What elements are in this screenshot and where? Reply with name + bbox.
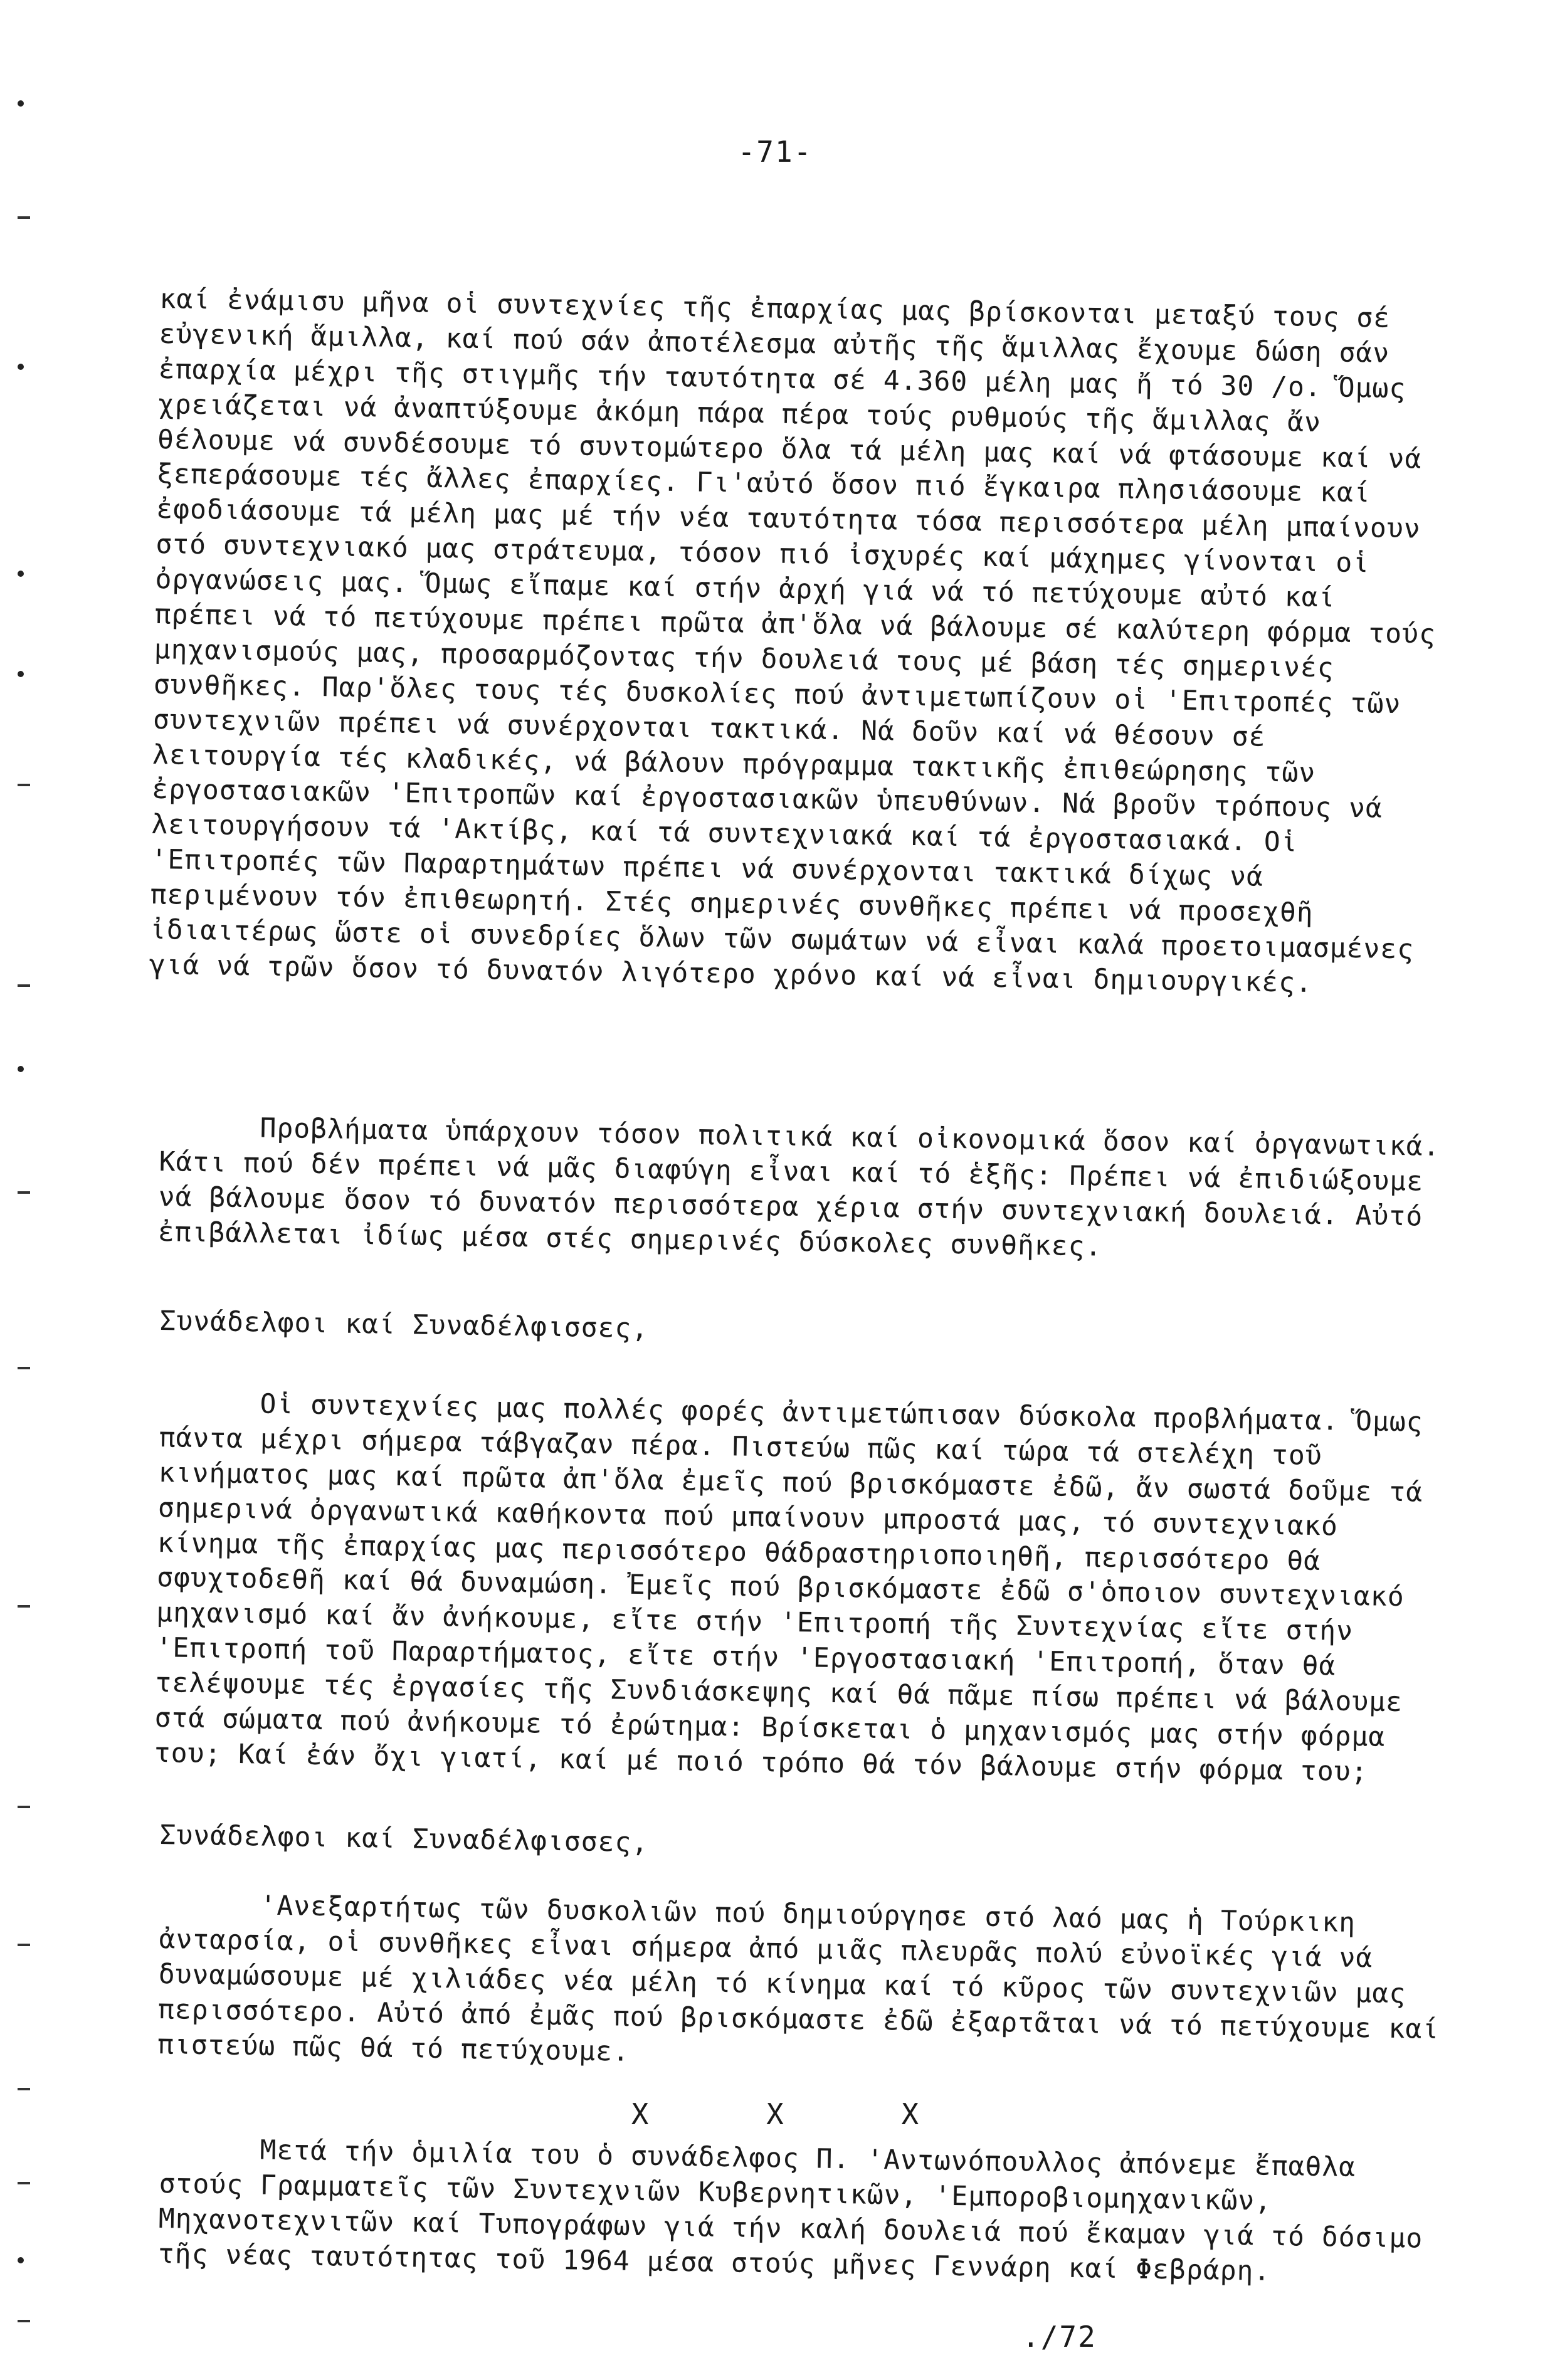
margin-dash <box>18 216 30 219</box>
paragraph-2: Προβλήματα ὑπάρχουν τόσον πολιτικά καί οἰκονομικά ὅσον καί ὀργανωτικά. Κάτι πού δέν πρέπει νά μᾶς διαφύγη εἶναι καί τό ἑξῆς: Πρέπει νά ἐπιδιώξουμε νά βάλουμε ὅσον τό δυνατόν περισσότερα χέρια στήν συντεχνιακή δουλειά. Αὐτό ἐπιβάλλεται ἰδίως μέσα στές σημερινές δύσκολες συνθῆκες. <box>157 1112 1457 1263</box>
margin-dash <box>18 1806 30 1808</box>
paragraph-3: Οἱ συντεχνίες μας πολλές φορές ἀντιμετώπισαν δύσκολα προβλήματα. Ὅμως πάντα μέχρι σήμερα τάβγαζαν πέρα. Πιστεύω πῶς καί τώρα τά στελέχη τοῦ κινήματος μας καί πρῶτα ἀπ'ὅλα ἐμεῖς πού βρισκόμαστε ἐδῶ, ἄν σωστά δοῦμε τά σημερινά ὀργανωτικά καθήκοντα πού μπαίνουν μπροστά μας, τό συντεχνιακό κίνημα τῆς ἐπαρχίας μας περισσότερο θάδραστηριοποιηθῆ, περισσότερο θά σφυχτοδεθῆ καί θά δυναμώση. Ἐμεῖς πού βρισκόμαστε ἐδῶ σ'ὁποιον συντεχνιακό μηχανισμό καί ἄν ἀνήκουμε, εἴτε στήν 'Επιτροπή τῆς Συντεχνίας εἴτε στήν 'Επιτροπή τοῦ Παραρτήματος, εἴτε στήν 'Εργοστασιακή 'Επιτροπή, ὅταν θά τελέψουμε τές ἐργασίες τῆς Συνδιάσκεψης καί θά πᾶμε πίσω πρέπει νά βάλουμε στά σώματα πού ἀνήκουμε τό ἐρώτημα: Βρίσκεται ὁ μηχανισμός μας στήν φόρμα του; Καί ἐάν ὄχι γιατί, καί μέ ποιό τρόπο θά τόν βάλουμε στήν φόρμα του; <box>154 1388 1440 1788</box>
margin-dash <box>18 1191 30 1194</box>
margin-dash <box>18 2088 30 2090</box>
margin-dot <box>18 671 24 677</box>
margin-dash <box>18 1605 30 1608</box>
page-number: -71- <box>737 135 813 169</box>
margin-dash <box>18 2320 30 2322</box>
greeting-2: Συνάδελφοι καί Συναδέλφισσες, <box>159 1819 649 1859</box>
margin-dot <box>18 100 24 107</box>
greeting-1: Συνάδελφοι καί Συναδέλφισσες, <box>159 1305 649 1345</box>
margin-dash <box>18 984 30 987</box>
margin-dot <box>18 571 24 577</box>
margin-dash <box>18 1944 30 1946</box>
margin-dash <box>18 784 30 786</box>
margin-dot <box>18 2257 24 2263</box>
section-separator: X X X <box>631 2097 919 2131</box>
paragraph-4: 'Ανεξαρτήτως τῶν δυσκολιῶν πού δημιούργησε στό λαό μας ἡ Τούρκικη ἀνταρσία, οἱ συνθῆκες εἶναι σήμερα ἀπό μιᾶς πλευρᾶς πολύ εὐνοϊκές γιά νά δυναμώσουμε μέ χιλιάδες νέα μέλη τό κίνημα καί τό κῦρος τῶν συντεχνιῶν μας περισσότερο. Αὐτό ἀπό ἐμᾶς πού βρισκόμαστε ἐδῶ ἐξαρτᾶται νά τό πετύχουμε καί πιστεύω πῶς θά τό πετύχουμε. <box>157 1890 1457 2068</box>
margin-dash <box>18 1367 30 1369</box>
paragraph-1: καί ἐνάμισυ μῆνα οἱ συντεχνίες τῆς ἐπαρχίας μας βρίσκονται μεταξύ τους σέ εὐγενική ἅμιλλα, καί πού σάν ἀποτέλεσμα αὐτῆς τῆς ἅμιλλας ἔχουμε δώση σάν ἐπαρχία μέχρι τῆς στιγμῆς τήν ταυτότητα σέ 4.360 μέλη μας ἤ τό 30 /ο. Ὅμως χρειάζεται νά ἀναπτύξουμε ἀκόμη πάρα πέρα τούς ρυθμούς τῆς ἅμιλλας ἄν θέλουμε νά συνδέσουμε τό συντομώτερο ὅλα τά μέλη μας καί νά φτάσουμε καί νά ξεπεράσουμε τές ἄλλες ἐπαρχίες. Γι'αὐτό ὅσον πιό ἔγκαιρα πλησιάσουμε καί ἐφοδιάσουμε τά μέλη μας μέ τήν νέα ταυτότητα τόσα περισσότερα μέλη μπαίνουν στό συντεχνιακό μας στράτευμα, τόσον πιό ἰσχυρές καί μάχημες γίνονται οἱ ὀργανώσεις μας. Ὅμως εἴπαμε καί στήν ἀρχή γιά νά τό πετύχουμε αὐτό καί πρέπει νά τό πετύχουμε πρέπει πρῶτα ἀπ'ὅλα νά βάλουμε σέ καλύτερη φόρμα τούς μηχανισμούς μας, προσαρμόζοντας τήν δουλειά τους μέ βάση τές σημερινές συνθῆκες. Παρ'ὅλες τους τές δυσκολίες πού ἀντιμετωπίζουν οἱ 'Επιτροπές τῶν συντεχνιῶν πρέπει νά συνέρχονται τακτικά. Νά δοῦν καί νά θέσουν σέ λειτουργία τές κλαδικές, νά βάλουν πρόγραμμα τακτικῆς ἐπιθεώρησης τῶν ἐργοστασιακῶν 'Επιτροπῶν καί ἐργοστασιακῶν ὑπευθύνων. Νά βροῦν τρόπους νά λειτουργήσουν τά 'Ακτίβς, καί τά συντεχνιακά καί τά ἐργοστασιακά. Οἱ 'Επιτροπές τῶν Παραρτημάτων πρέπει νά συνέρχονται τακτικά δίχως νά περιμένουν τόν ἐπιθεωρητή. Στές σημερινές συνθῆκες πρέπει νά προσεχθῆ ἰδιαιτέρως ὥστε οἱ συνεδρίες ὅλων τῶν σωμάτων νά εἶναι καλά προετοιμασμένες γιά νά τρῶν ὅσον τό δυνατόν λιγότερο χρόνο καί νά εἶναι δημιουργικές. <box>149 283 1453 999</box>
paragraph-5: Μετά τήν ὁμιλία του ὁ συνάδελφος Π. 'Αντωνόπουλλος ἀπόνεμε ἔπαθλα στούς Γραμματεῖς τῶν Συντεχνιῶν Κυβερνητικῶν, 'Εμποροβιομηχανικῶν, Μηχανοτεχνιτῶν καί Τυπογράφων γιά τήν καλή δουλειά πού ἔκαμαν γιά τό δόσιμο τῆς νέας ταυτότητας τοῦ 1964 μέσα στούς μῆνες Γεννάρη καί Φεβράρη. <box>157 2134 1440 2287</box>
margin-dot <box>18 1066 24 1072</box>
margin-dot <box>18 364 24 370</box>
continuation-marker: ./72 <box>1022 2320 1097 2354</box>
margin-dash <box>18 2182 30 2184</box>
